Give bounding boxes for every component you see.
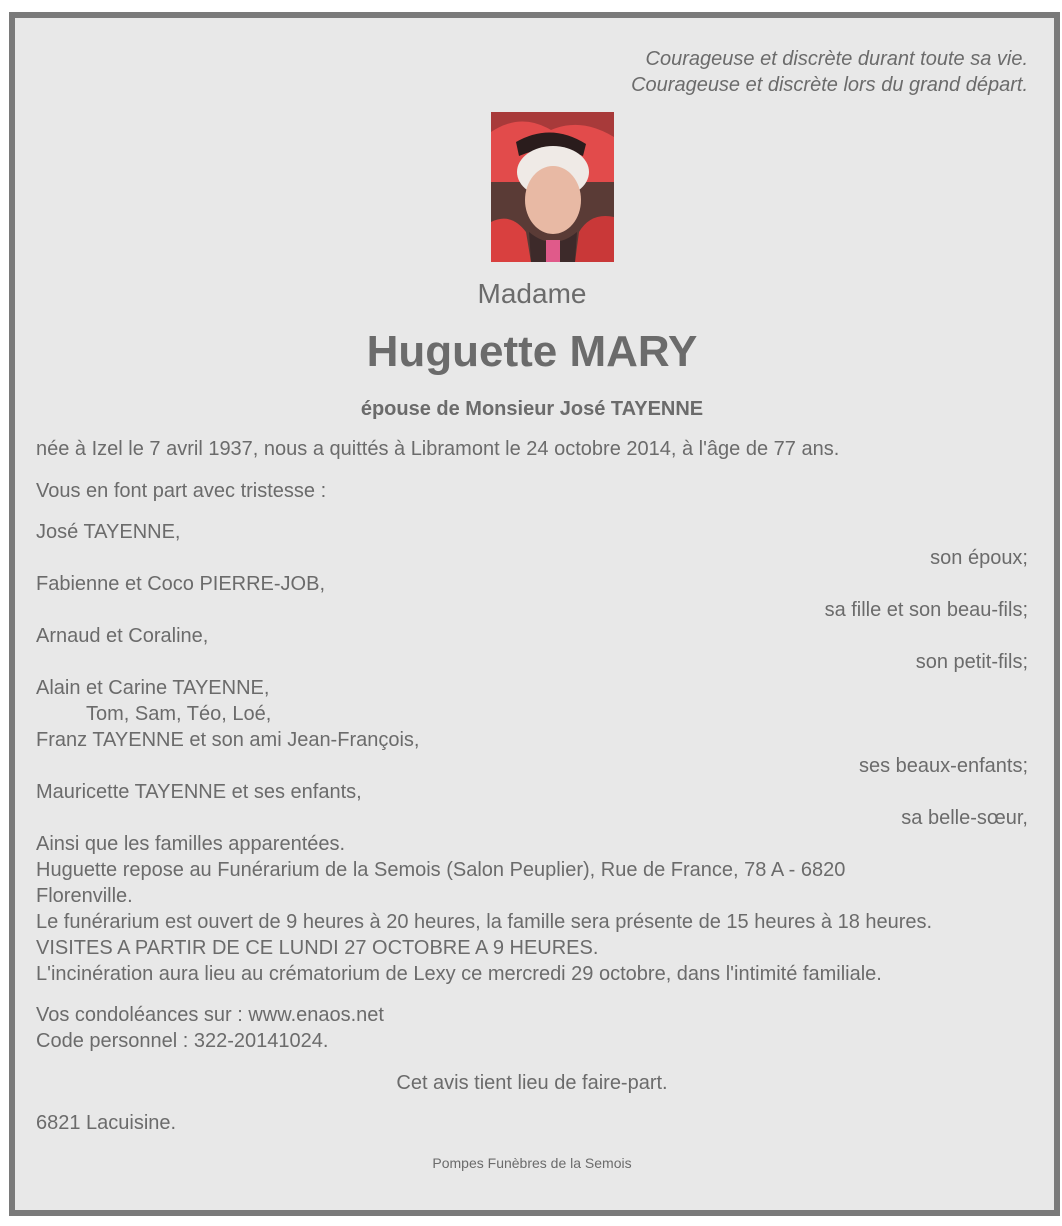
family-member-fabienne: Fabienne et Coco PIERRE-JOB,	[36, 573, 326, 595]
honorific: Madame	[477, 278, 587, 309]
details-line-5: VISITES A PARTIR DE CE LUNDI 27 OCTOBRE A 9 HEURES.	[36, 937, 599, 959]
epitaph-quote	[631, 46, 1028, 98]
family-role-mauricette: sa belle-sœur,	[901, 807, 1028, 829]
details-line-1: Ainsi que les familles apparentées.	[36, 833, 346, 855]
quote-line-1: Courageuse et discrète durant toute sa vie.	[645, 48, 1028, 70]
details-line-2: Huguette repose au Funérarium de la Semois (Salon Peuplier), Rue de France, 78 A - 6820	[36, 859, 846, 881]
birth-death-line: née à Izel le 7 avril 1937, nous a quittés à Libramont le 24 octobre 2014, à l'âge de 77 ans.	[36, 438, 840, 460]
family-role-franz: ses beaux-enfants;	[859, 755, 1028, 777]
quote-line-2: Courageuse et discrète lors du grand départ.	[631, 74, 1028, 96]
notice-line: Cet avis tient lieu de faire-part.	[396, 1072, 668, 1094]
details-line-4: Le funérarium est ouvert de 9 heures à 20 heures, la famille sera présente de 15 heures à 18 heures.	[36, 911, 933, 933]
family-role-jose: son époux;	[930, 547, 1028, 569]
portrait-photo	[491, 112, 614, 262]
details-line-3: Florenville.	[36, 885, 133, 907]
portrait-image	[491, 112, 614, 262]
spouse-line: épouse de Monsieur José TAYENNE	[360, 398, 704, 420]
family-member-mauricette: Mauricette TAYENNE et ses enfants,	[36, 781, 362, 803]
details-line-6: L'incinération aura lieu au crématorium de Lexy ce mercredi 29 octobre, dans l'intimité familiale.	[36, 963, 882, 985]
funeral-home-footer: Pompes Funèbres de la Semois	[432, 1155, 632, 1171]
family-grandchildren: Tom, Sam, Téo, Loé,	[86, 703, 272, 725]
location-line: 6821 Lacuisine.	[36, 1112, 177, 1134]
family-role-arnaud: son petit-fils;	[915, 651, 1028, 673]
family-member-franz: Franz TAYENNE et son ami Jean-François,	[36, 729, 420, 751]
announcement-intro: Vous en font part avec tristesse :	[36, 480, 327, 502]
obituary-card	[9, 12, 1060, 1216]
family-role-fabienne: sa fille et son beau-fils;	[824, 599, 1028, 621]
deceased-name: Huguette MARY	[366, 327, 698, 376]
family-member-jose: José TAYENNE,	[36, 521, 181, 543]
family-member-arnaud: Arnaud et Coraline,	[36, 625, 209, 647]
family-member-alain: Alain et Carine TAYENNE,	[36, 677, 270, 699]
personal-code-line: Code personnel : 322-20141024.	[36, 1030, 329, 1052]
condolences-line: Vos condoléances sur : www.enaos.net	[36, 1004, 384, 1026]
